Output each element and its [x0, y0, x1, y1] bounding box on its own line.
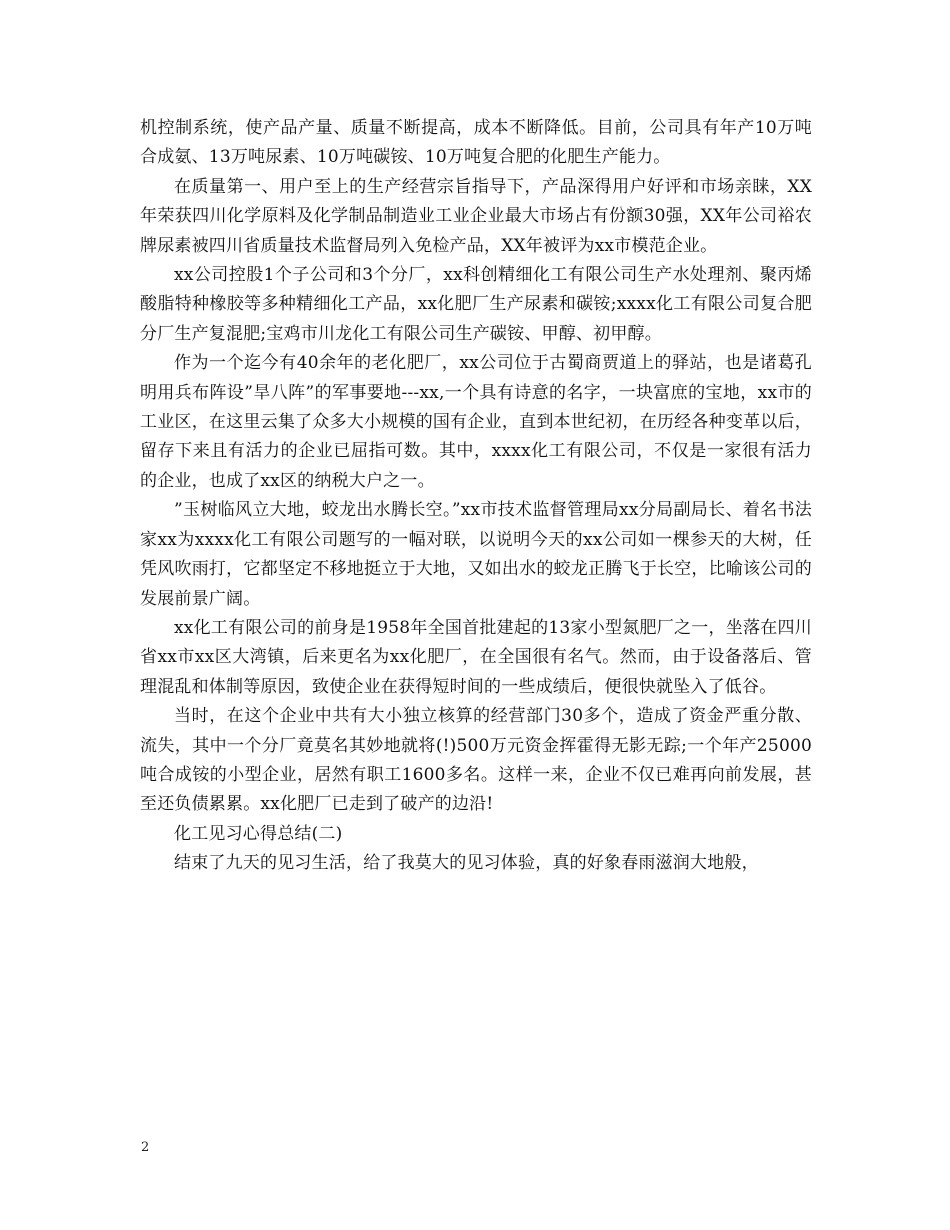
paragraph-1: 机控制系统，使产品产量、质量不断提高，成本不断降低。目前，公司具有年产10万吨合成氨、13万吨尿素、10万吨碳铵、10万吨复合肥的化肥生产能力。	[140, 118, 812, 168]
paragraph-9: 结束了九天的见习生活，给了我莫大的见习体验，真的好象春雨滋润大地般，	[174, 853, 759, 874]
paragraph-6: xx化工有限公司的前身是1958年全国首批建起的13家小型氮肥厂之一，坐落在四川省xx市xx区大湾镇，后来更名为xx化肥厂，在全国很有名气。然而，由于设备落后、管理混乱和体制等原因，致使企业在获得短时间的一些成绩后，便很快就坠入了低谷。	[140, 617, 812, 697]
paragraph-2: 在质量第一、用户至上的生产经营宗旨指导下，产品深得用户好评和市场亲睐，XX年荣获四川化学原料及化学制品制造业工业企业最大市场占有份额30强，XX年公司裕农牌尿素被四川省质量技术监督局列入免检产品，XX年被评为xx市模范企业。	[140, 176, 812, 256]
paragraph-5: ”玉树临风立大地，蛟龙出水腾长空。”xx市技术监督管理局xx分局副局长、着名书法家xx为xxxx化工有限公司题写的一幅对联，以说明今天的xx公司如一棵参天的大树，任凭风吹雨打，它都坚定不移地挺立于大地，又如出水的蛟龙正腾飞于长空，比喻该公司的发展前景广阔。	[140, 500, 812, 609]
paragraph-4: 作为一个迄今有40余年的老化肥厂，xx公司位于古蜀商贾道上的驿站，也是诸葛孔明用兵布阵设”旱八阵”的军事要地---xx,一个具有诗意的名字，一块富庶的宝地，xx市的工业区，在这里云集了众多大小规模的国有企业，直到本世纪初，在历经各种变革以后，留存下来且有活力的企业已屈指可数。其中，xxxx化工有限公司，不仅是一家很有活力的企业，也成了xx区的纳税大户之一。	[140, 353, 812, 491]
document-body	[140, 114, 812, 879]
page-number: 2	[141, 1140, 150, 1155]
paragraph-7: 当时，在这个企业中共有大小独立核算的经营部门30多个，造成了资金严重分散、流失，其中一个分厂竟莫名其妙地就将(!)500万元资金挥霍得无影无踪;一个年产25000吨合成铵的小型企业，居然有职工1600多名。这样一来，企业不仅已难再向前发展，甚至还负债累累。xx化肥厂已走到了破产的边沿!	[140, 706, 812, 815]
section-heading: 化工见习心得总结(二)	[174, 823, 343, 844]
paragraph-3: xx公司控股1个子公司和3个分厂，xx科创精细化工有限公司生产水处理剂、聚丙烯酸脂特种橡胶等多种精细化工产品，xx化肥厂生产尿素和碳铵;xxxx化工有限公司复合肥分厂生产复混肥;宝鸡市川龙化工有限公司生产碳铵、甲醇、初甲醇。	[140, 265, 812, 344]
